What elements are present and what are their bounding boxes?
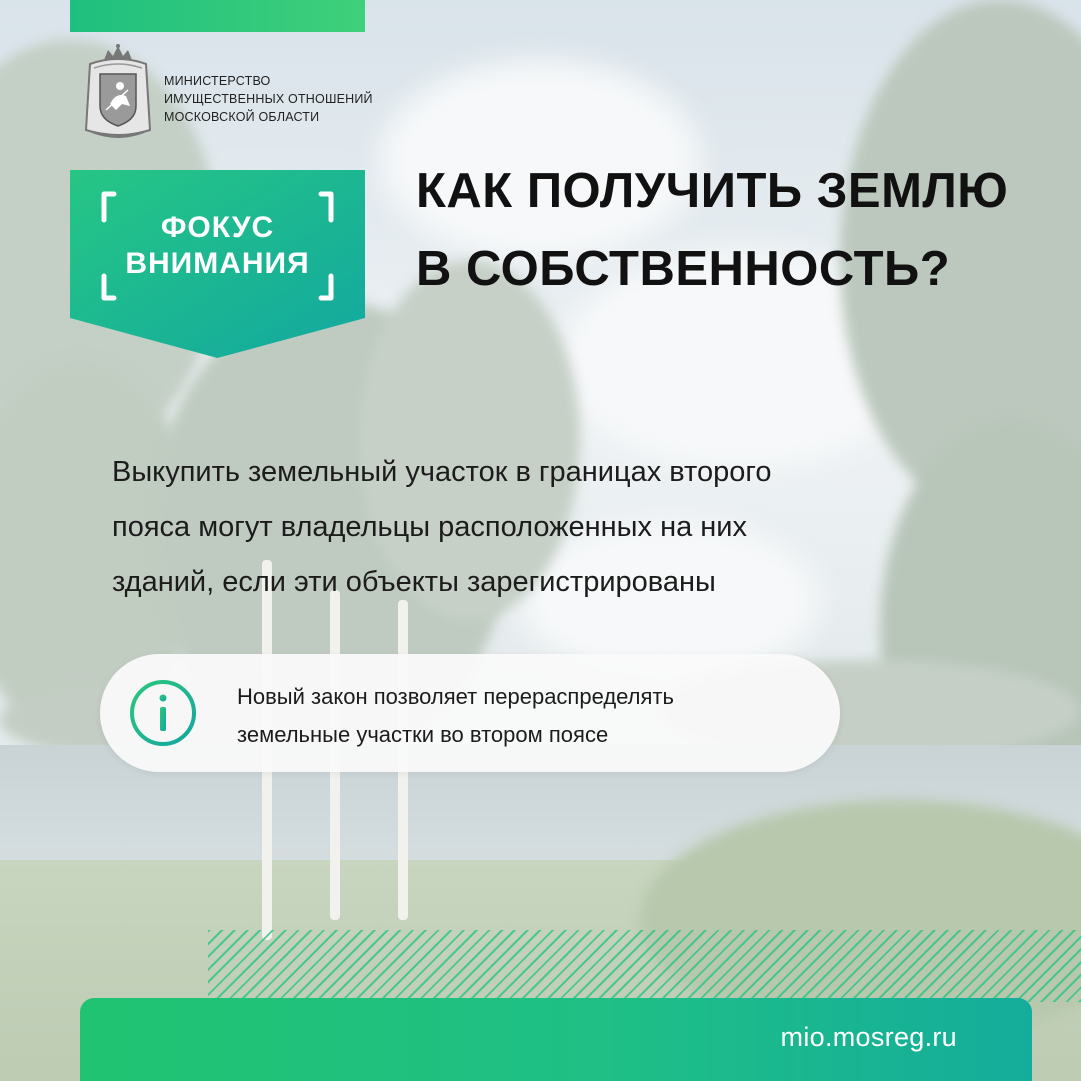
ministry-logo: [80, 44, 380, 144]
info-line: земельные участки во втором поясе: [237, 722, 609, 747]
info-callout: [100, 654, 840, 772]
ministry-line: МОСКОВСКОЙ ОБЛАСТИ: [164, 110, 320, 124]
badge-label: [70, 210, 365, 282]
body-line: зданий, если эти объекты зарегистрированы: [112, 566, 716, 598]
ministry-line: ИМУЩЕСТВЕННЫХ ОТНОШЕНИЙ: [164, 92, 373, 106]
info-text: [237, 678, 674, 754]
badge-line: ВНИМАНИЯ: [125, 247, 310, 280]
website-link[interactable]: mio.mosreg.ru: [780, 1022, 957, 1052]
title-line: КАК ПОЛУЧИТЬ ЗЕМЛЮ: [416, 164, 1009, 218]
page-title: [416, 152, 1056, 308]
focus-badge: [70, 170, 365, 358]
body-paragraph: [112, 445, 872, 610]
info-icon: [128, 678, 198, 748]
info-line: Новый закон позволяет перераспределять: [237, 684, 674, 709]
body-line: Выкупить земельный участок в границах второго: [112, 456, 772, 488]
title-line: В СОБСТВЕННОСТЬ?: [416, 242, 951, 296]
body-line: пояса могут владельцы расположенных на них: [112, 511, 747, 543]
decorative-hatch-pattern: [208, 930, 1081, 1002]
top-accent-bar: [70, 0, 365, 32]
ministry-name: [164, 72, 373, 126]
ministry-line: МИНИСТЕРСТВО: [164, 74, 271, 88]
moscow-region-coat-of-arms-icon: [80, 44, 156, 142]
badge-line: ФОКУС: [160, 211, 275, 244]
